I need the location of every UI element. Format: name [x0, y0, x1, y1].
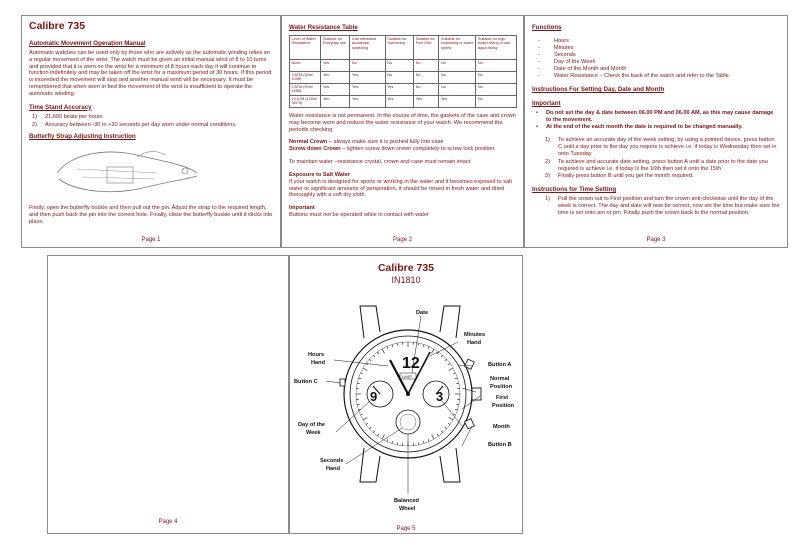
list-item: - Water Resistance – Check the back of the watch and refer to the Table. — [554, 73, 780, 80]
list-item: - Date of the Month and Month — [554, 66, 780, 73]
label-balanced: Balanced — [394, 498, 419, 504]
table-header-cell: Level of Water Resistance — [290, 36, 321, 60]
setting-steps — [532, 137, 780, 180]
important-heading: Important — [289, 205, 315, 212]
label-seconds-hand: Hand — [326, 466, 340, 472]
important-list — [546, 110, 780, 130]
water-resistance-heading: Water Resistance Table — [289, 24, 358, 31]
page-1-title: Calibre 735 — [29, 20, 86, 32]
crown — [472, 388, 481, 400]
brand-logo: LIMIT — [402, 374, 413, 379]
water-resistance-table — [289, 35, 517, 108]
list-item: 3) Finally press button B until you get the month required. — [545, 173, 694, 180]
table-row: 3 ATM (30m/ 100ft) Yes Yes No No No No — [290, 72, 517, 84]
functions-list — [554, 38, 780, 80]
label-minutes-hand: Hand — [467, 340, 481, 346]
water-resistance-note: Water resistance is not permanent. In the course of time, the gaskets of the case and crown may become worn and reduce the water resistance of your watch. We recommend the periodic checking — [289, 113, 516, 133]
accuracy-item: 1) 21,600 beats per hours — [32, 113, 103, 120]
important-text: Buttons must not be operated while in contact with water — [289, 211, 429, 218]
page-2 — [281, 15, 524, 248]
label-button-a: Button A — [488, 362, 512, 368]
time-setting-heading: Instructions for Time Setting — [532, 186, 617, 194]
important-heading: Important — [532, 99, 561, 107]
label-button-c: Button C — [294, 379, 318, 385]
table-header-cell: Can withstand accidental splashing — [350, 36, 385, 60]
time-steps — [532, 196, 780, 216]
list-item: • At the end of the each month the date is required to be changed manually. — [546, 124, 780, 131]
label-month: Month — [493, 424, 510, 430]
butterfly-strap-illustration — [37, 143, 207, 201]
salt-water-heading: Exposure to Salt Water — [289, 171, 351, 178]
page-number: Page 5 — [396, 526, 416, 532]
accuracy-heading: Time Stand Accuracy — [29, 103, 92, 111]
watch-title: Calibre 735 — [377, 262, 435, 274]
screw-crown-text: Screw down Crown – tighten screw down crown completely to screw lock position. — [289, 146, 496, 153]
page-1 — [21, 15, 281, 248]
list-item: - Seconds — [554, 52, 780, 59]
table-row: 10 ATM (100m/ 300 ft) Yes Yes Yes Yes Yes No — [290, 96, 517, 108]
list-item: - Hours — [554, 38, 780, 45]
normal-crown-text: Normal Crown – always make sure it is pushed fully into case — [289, 139, 444, 146]
page-number: Page 3 — [646, 237, 666, 243]
watch-model: IN1810 — [391, 275, 421, 285]
label-normal: Normal — [490, 376, 510, 382]
label-normal-position: Position — [490, 384, 513, 390]
table-header-cell: Suitable for high board diving or sub aqua diving — [476, 36, 517, 60]
label-button-b: Button B — [488, 442, 512, 448]
label-hours: Hours — [308, 352, 325, 358]
page-3 — [524, 15, 788, 248]
label-week: Week — [306, 430, 321, 436]
page-number: Page 2 — [392, 237, 413, 243]
dial-numeral-12: 12 — [402, 355, 420, 372]
list-item: - Day of the Week — [554, 59, 780, 66]
label-date: Date — [416, 310, 429, 316]
table-header-cell: Suitable for Pool Size — [414, 36, 439, 60]
page-4 — [47, 255, 289, 534]
label-seconds: Seconds — [320, 458, 344, 464]
watch-diagram — [290, 256, 523, 534]
strap-heading: Butterfly Strap Adjusting Instruction — [29, 133, 136, 141]
label-hours-hand: Hand — [311, 360, 325, 366]
salt-water-text: If your watch is designed for sports or working in the water and it becomes exposed to salt water or significant amounts of perspiration, it should be rinsed in fresh water and dried thoroughly with a soft dry cloth. — [289, 178, 512, 199]
table-header-row — [290, 36, 517, 60]
functions-heading: Functions — [532, 24, 562, 31]
maintain-text: To maintain water –resistance crystal, crown and case must remain intact — [289, 159, 471, 166]
dial-numeral-9: 9 — [370, 389, 378, 404]
page-number: Page 4 — [158, 519, 178, 525]
strap-text: Firstly, open the butterfly buckle and then pull out the pin. Adjust the strap to the required length, and then push back the pin into the correct hole. Finally, close the butterfly buckle until it clicks into place. — [29, 205, 273, 225]
accuracy-list — [29, 114, 273, 129]
auto-movement-text: Automatic watches can be used only by those who are actively as the automatic winding relies on a regular movement of the wrist. The watch must be given an initial manual wind of 8 to 10 turns and provided that it is worn on the wrist for a minimum of 8 hours each day it will continue to function indefinitely and may be taken off the wrist for a maximum period of 30 hours. If this period is exceeded the movement will stop and another manual wind will be necessary. It must be remembered that when worn in bed the movement of the wrist is insufficient to operate the automatic winding. — [29, 50, 272, 97]
accuracy-item: 2) Accuracy between -30 to +30 seconds per day worn under normal conditions. — [32, 121, 237, 128]
page-5 — [289, 255, 523, 534]
page-number: Page 1 — [141, 237, 161, 243]
table-header-cell: Suitable for snorkeling or water sports — [439, 36, 476, 60]
list-item: • Do not set the day & date between 06.00 PM and 06.00 AM, as this may cause damage to the movement. — [546, 110, 780, 124]
table-row: None Yes No No No No No — [290, 60, 517, 72]
label-first-position: Position — [492, 403, 515, 409]
list-item: 1) To achieve an accurate day of the week setting, by using a pointed device, press button C until a day prior to the day you require is achieve i.e. if today is Wednesday then set in onto Tuesday — [545, 137, 777, 157]
label-first: First — [496, 395, 509, 401]
label-minutes: Minutes — [464, 332, 486, 338]
list-item: 2) To achieve and accurate date setting, press button A until a date prior to the date you required is achieve i.e. if today is the 16th then set it onto the 15th — [545, 158, 768, 172]
label-day-of: Day of the — [298, 422, 326, 428]
list-item: - Minutes — [554, 45, 780, 52]
table-header-cell: Suitable for Everyday use — [321, 36, 350, 60]
label-wheel: Wheel — [399, 506, 416, 512]
table-header-cell: Suitable for Swimming — [385, 36, 413, 60]
dial-numeral-3: 3 — [436, 389, 444, 404]
setting-heading: Instructions For Setting Day, Date and Month — [532, 85, 665, 93]
auto-movement-heading: Automatic Movement Operation Manual — [29, 40, 146, 47]
table-row: 5 ATM (50m/ 165ft) Yes Yes Yes No No No — [290, 84, 517, 96]
list-item: 1) Pull the crown out to First position and turn the crown anti-clockwise until the day of the week is correct. The day and date will now be correct, now set the time but make sure the time is set onto am or pm. Finally push the crown back to the normal position. — [545, 196, 780, 216]
button-c — [340, 379, 345, 386]
